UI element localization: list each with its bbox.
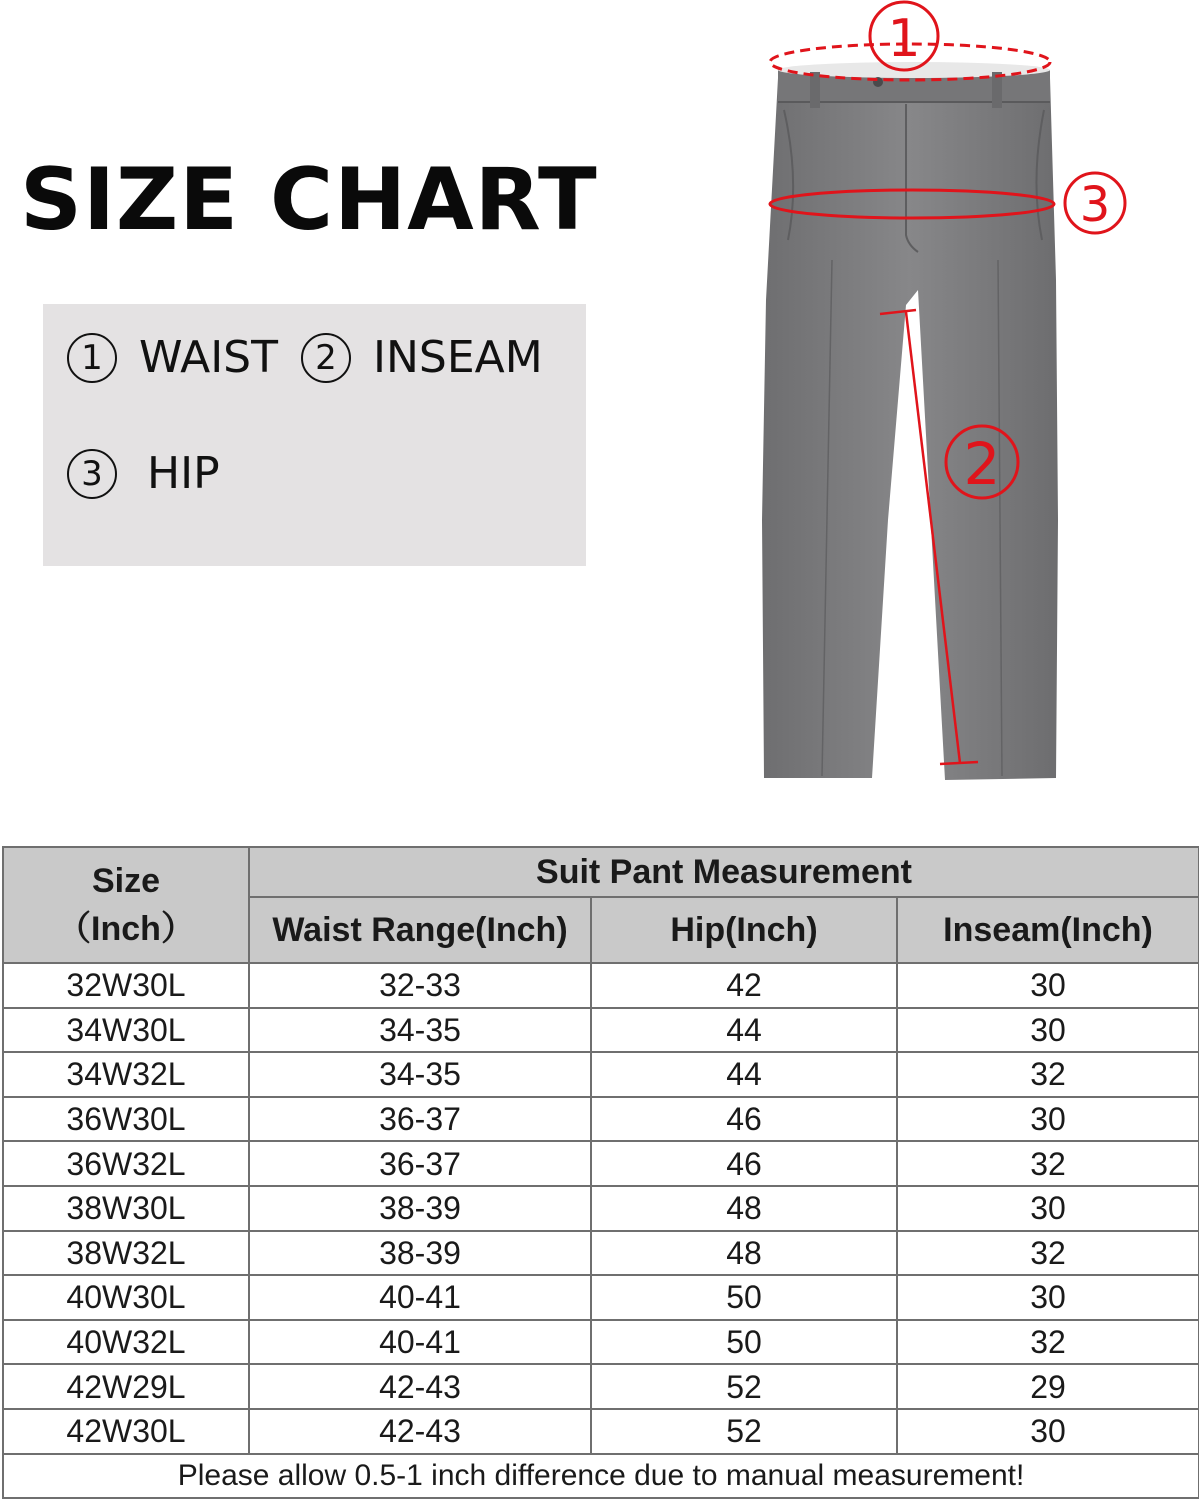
cell-size: 38W30L: [3, 1186, 249, 1231]
legend-item-waist: [67, 332, 278, 383]
cell-hip: 48: [591, 1231, 897, 1276]
cell-size: 32W30L: [3, 963, 249, 1008]
table-row: [3, 963, 1199, 1008]
cell-size: 38W32L: [3, 1231, 249, 1276]
cell-hip: 44: [591, 1052, 897, 1097]
cell-hip: 46: [591, 1141, 897, 1186]
cell-waist: 34-35: [249, 1052, 591, 1097]
cell-size: 36W32L: [3, 1141, 249, 1186]
cell-hip: 42: [591, 963, 897, 1008]
cell-waist: 36-37: [249, 1097, 591, 1142]
cell-hip: 50: [591, 1320, 897, 1365]
header-hip: Hip(Inch): [591, 897, 897, 963]
pants-shape: [762, 78, 1058, 780]
cell-hip: 44: [591, 1008, 897, 1053]
header-inseam: Inseam(Inch): [897, 897, 1199, 963]
cell-size: 40W30L: [3, 1275, 249, 1320]
cell-inseam: 30: [897, 963, 1199, 1008]
table-row: [3, 1275, 1199, 1320]
measurement-legend: [43, 304, 586, 566]
cell-waist: 38-39: [249, 1186, 591, 1231]
table-row: [3, 1008, 1199, 1053]
cell-inseam: 32: [897, 1052, 1199, 1097]
cell-inseam: 30: [897, 1186, 1199, 1231]
marker-2-icon: 2: [301, 333, 351, 383]
size-table: [2, 846, 1199, 1499]
cell-inseam: 30: [897, 1409, 1199, 1454]
measurement-note: Please allow 0.5-1 inch difference due to manual measurement!: [3, 1454, 1199, 1499]
hip-marker-label: 3: [1079, 177, 1111, 233]
page-title: SIZE CHART: [20, 150, 598, 250]
legend-label-waist: WAIST: [139, 332, 278, 383]
size-table-container: [2, 846, 1199, 1499]
cell-hip: 48: [591, 1186, 897, 1231]
cell-waist: 38-39: [249, 1231, 591, 1276]
cell-waist: 32-33: [249, 963, 591, 1008]
cell-inseam: 30: [897, 1008, 1199, 1053]
marker-1-icon: 1: [67, 333, 117, 383]
legend-label-hip: HIP: [147, 448, 220, 499]
inseam-marker-label: 2: [963, 430, 1001, 498]
cell-waist: 36-37: [249, 1141, 591, 1186]
cell-waist: 34-35: [249, 1008, 591, 1053]
cell-inseam: 30: [897, 1097, 1199, 1142]
cell-hip: 46: [591, 1097, 897, 1142]
cell-inseam: 32: [897, 1231, 1199, 1276]
cell-inseam: 30: [897, 1275, 1199, 1320]
marker-3-icon: 3: [67, 449, 117, 499]
legend-item-hip: [67, 448, 220, 499]
cell-hip: 52: [591, 1409, 897, 1454]
cell-inseam: 29: [897, 1364, 1199, 1409]
cell-hip: 52: [591, 1364, 897, 1409]
table-row: [3, 1052, 1199, 1097]
table-row: [3, 1097, 1199, 1142]
cell-waist: 42-43: [249, 1364, 591, 1409]
cell-size: 34W32L: [3, 1052, 249, 1097]
cell-waist: 40-41: [249, 1275, 591, 1320]
cell-size: 40W32L: [3, 1320, 249, 1365]
cell-hip: 50: [591, 1275, 897, 1320]
table-row: [3, 1141, 1199, 1186]
table-row: [3, 1186, 1199, 1231]
legend-item-inseam: [301, 332, 543, 383]
header-waist-range: Waist Range(Inch): [249, 897, 591, 963]
table-row: [3, 1409, 1199, 1454]
waist-marker-label: 1: [887, 9, 921, 69]
legend-label-inseam: INSEAM: [373, 332, 543, 383]
table-row: [3, 1231, 1199, 1276]
header-suit-pant-measurement: Suit Pant Measurement: [249, 847, 1199, 897]
cell-size: 36W30L: [3, 1097, 249, 1142]
pants-diagram-illustration: [740, 0, 1199, 800]
cell-inseam: 32: [897, 1320, 1199, 1365]
table-row: [3, 1364, 1199, 1409]
cell-waist: 42-43: [249, 1409, 591, 1454]
cell-size: 42W29L: [3, 1364, 249, 1409]
header-size: Size （Inch）: [3, 847, 249, 963]
table-row: [3, 1320, 1199, 1365]
cell-inseam: 32: [897, 1141, 1199, 1186]
cell-waist: 40-41: [249, 1320, 591, 1365]
cell-size: 42W30L: [3, 1409, 249, 1454]
cell-size: 34W30L: [3, 1008, 249, 1053]
